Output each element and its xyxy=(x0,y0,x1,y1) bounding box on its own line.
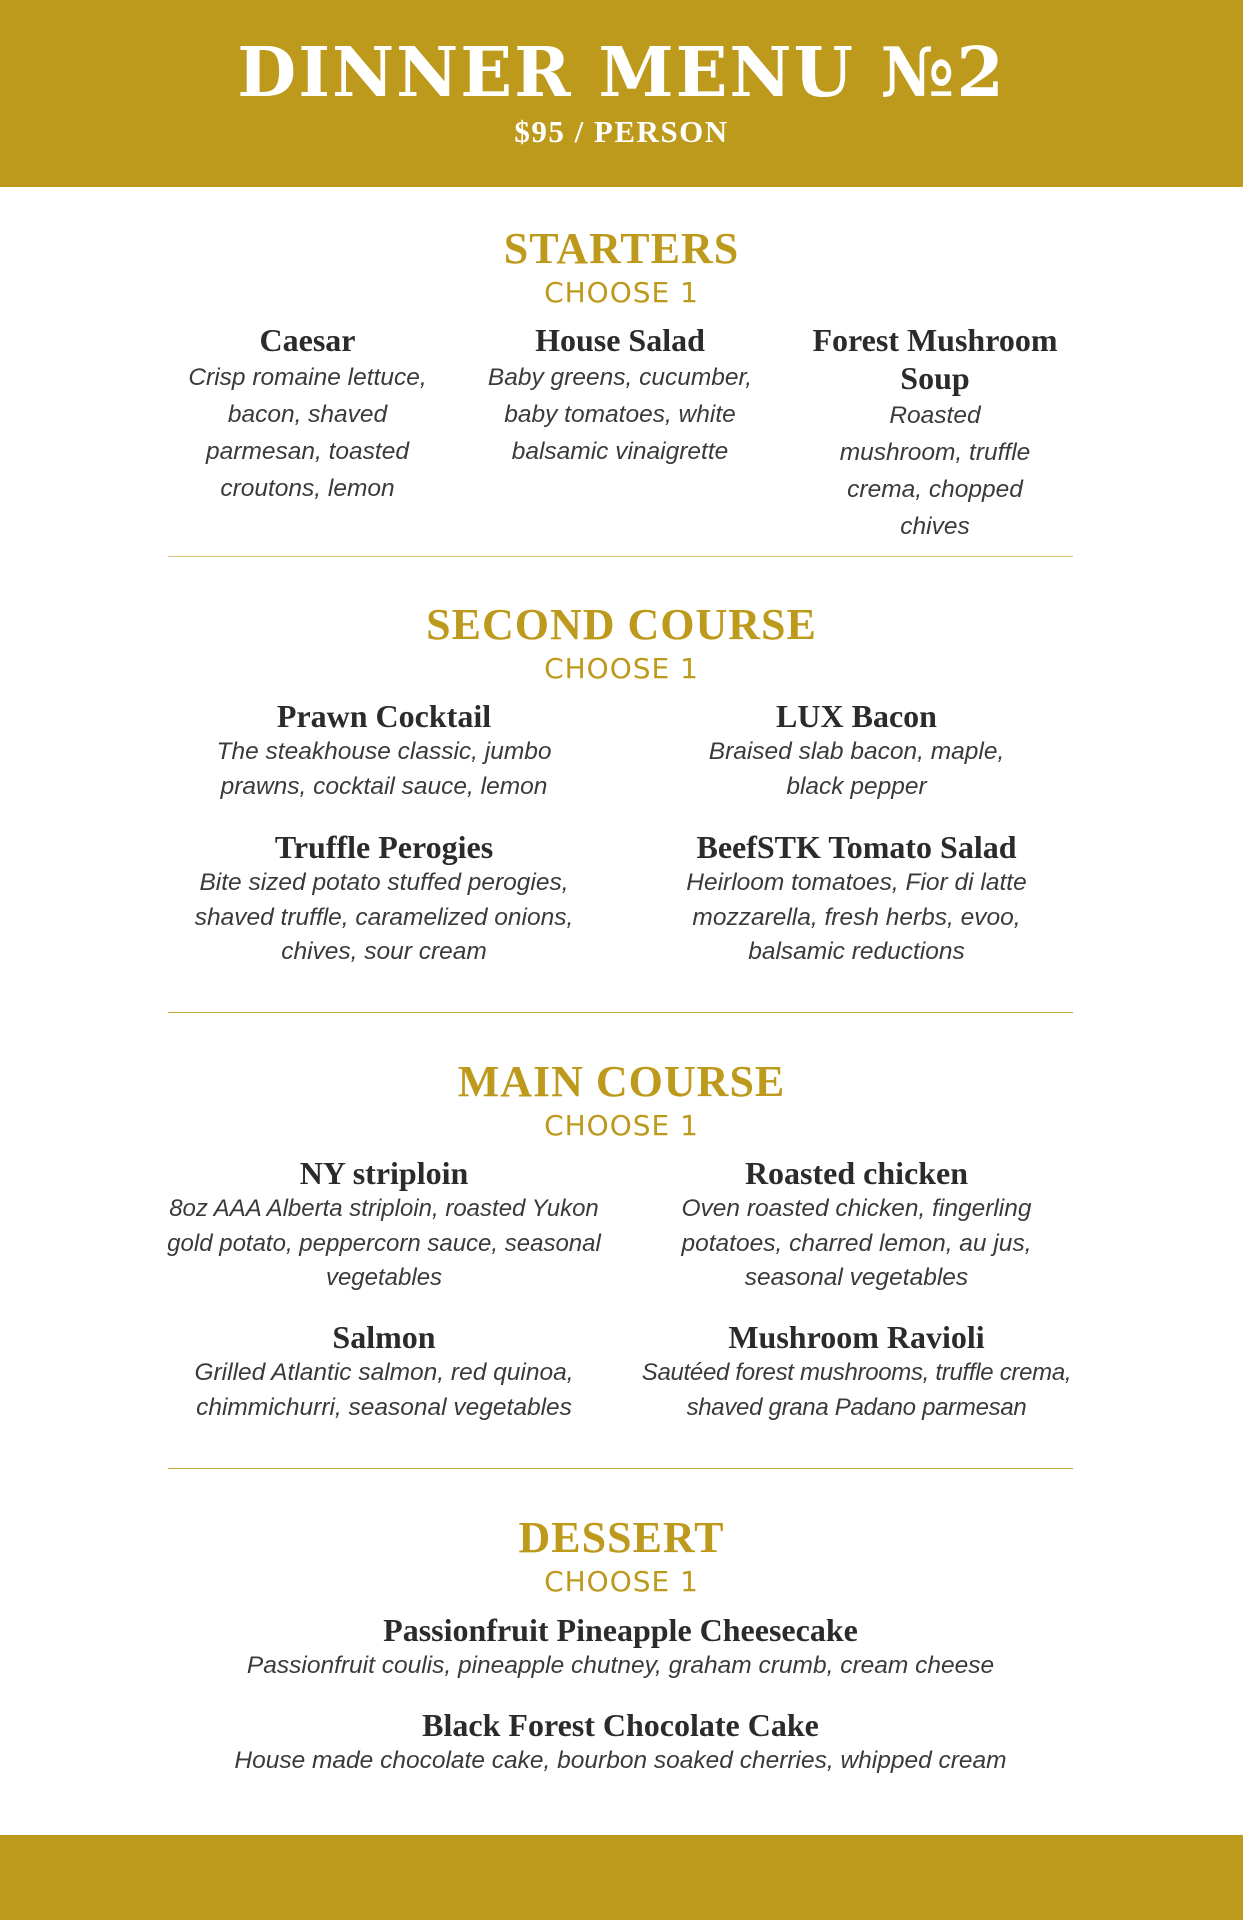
menu-item xyxy=(168,1611,1073,1684)
menu-item xyxy=(640,1154,1073,1296)
item-name: Forest Mushroom Soup xyxy=(812,322,1058,396)
menu-title: DINNER MENU №2 xyxy=(237,33,1006,113)
item-name: BeefSTK Tomato Salad xyxy=(696,829,1017,865)
item-name: Passionfruit Pineapple Cheesecake xyxy=(383,1612,858,1648)
menu-item xyxy=(168,1706,1073,1779)
item-description: Crisp romaine lettuce, bacon, shaved parmesan, toasted croutons, lemon xyxy=(188,364,427,502)
item-description: Passionfruit coulis, pineapple chutney, graham crumb, cream cheese xyxy=(246,1652,995,1679)
menu-item xyxy=(795,321,1075,545)
item-name: NY striploin xyxy=(299,1155,469,1191)
menu-item xyxy=(470,321,770,470)
menu-item xyxy=(168,697,600,804)
item-name: House Salad xyxy=(535,322,705,358)
item-description: Braised slab bacon, maple, black pepper xyxy=(708,738,1005,800)
menu-item xyxy=(640,697,1073,804)
item-description: Grilled Atlantic salmon, red quinoa, chimmichurri, seasonal vegetables xyxy=(194,1359,574,1421)
section-subtitle: CHOOSE 1 xyxy=(544,1109,699,1142)
item-description: Sautéed forest mushrooms, truffle crema, shaved grana Padano parmesan xyxy=(641,1359,1072,1421)
item-name: LUX Bacon xyxy=(776,698,937,734)
menu-item xyxy=(160,1154,608,1296)
item-description: Roasted mushroom, truffle crema, chopped chives xyxy=(839,402,1031,540)
section-subtitle: CHOOSE 1 xyxy=(544,276,699,309)
menu-item xyxy=(630,1318,1083,1425)
footer-banner xyxy=(0,1835,1243,1920)
section-subtitle: CHOOSE 1 xyxy=(544,1565,699,1598)
item-name: Truffle Perogies xyxy=(274,829,494,865)
item-description: House made chocolate cake, bourbon soaked cherries, whipped cream xyxy=(234,1747,1007,1774)
header-banner xyxy=(0,0,1243,187)
section-divider xyxy=(168,1012,1073,1013)
item-name: Roasted chicken xyxy=(744,1155,969,1191)
item-name: Caesar xyxy=(259,322,356,358)
menu-item xyxy=(640,828,1073,970)
menu-price: $95 / PERSON xyxy=(514,114,729,149)
item-description: Heirloom tomatoes, Fior di latte mozzarella, fresh herbs, evoo, balsamic reductions xyxy=(686,869,1027,965)
section-title: DESSERT xyxy=(518,1513,725,1562)
item-description: The steakhouse classic, jumbo prawns, cocktail sauce, lemon xyxy=(216,738,552,800)
section-title: STARTERS xyxy=(503,224,740,273)
item-name: Salmon xyxy=(332,1319,436,1355)
item-description: 8oz AAA Alberta striploin, roasted Yukon gold potato, peppercorn sauce, seasonal vegetables xyxy=(167,1195,601,1291)
menu-item xyxy=(168,828,600,970)
item-name: Black Forest Chocolate Cake xyxy=(422,1707,819,1743)
item-name: Mushroom Ravioli xyxy=(728,1319,985,1355)
section-title: SECOND COURSE xyxy=(426,600,817,649)
section-title: MAIN COURSE xyxy=(457,1057,786,1106)
menu-item xyxy=(160,321,455,507)
item-description: Baby greens, cucumber, baby tomatoes, white balsamic vinaigrette xyxy=(487,364,753,465)
item-description: Bite sized potato stuffed perogies, shaved truffle, caramelized onions, chives, sour cream xyxy=(194,869,574,965)
menu-item xyxy=(168,1318,600,1425)
section-divider xyxy=(168,556,1073,557)
section-subtitle: CHOOSE 1 xyxy=(544,652,699,685)
item-name: Prawn Cocktail xyxy=(276,698,492,734)
item-description: Oven roasted chicken, fingerling potatoes, charred lemon, au jus, seasonal vegetables xyxy=(681,1195,1032,1291)
section-divider xyxy=(168,1468,1073,1469)
